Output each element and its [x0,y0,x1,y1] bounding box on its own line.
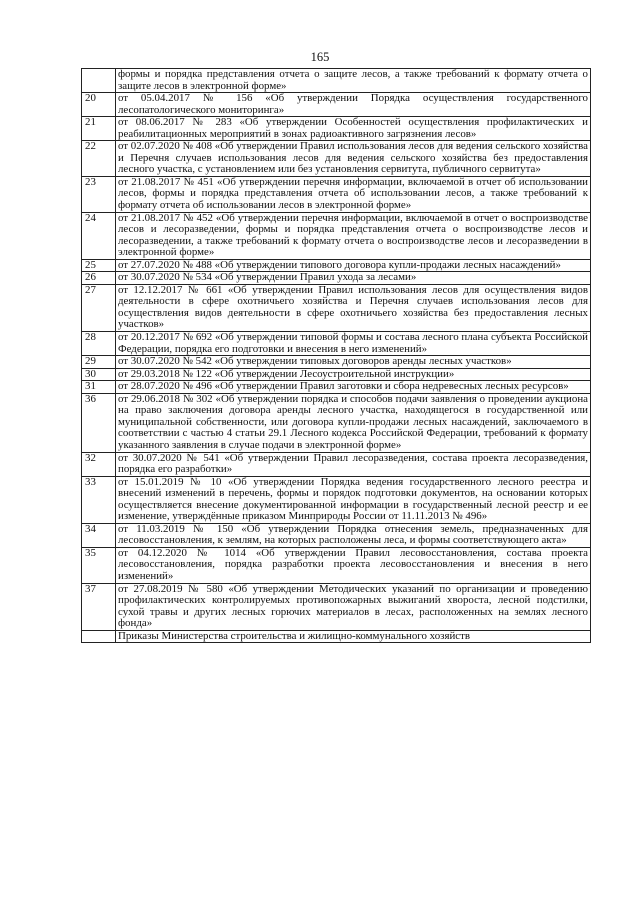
row-number: 31 [82,381,116,394]
row-text: от 29.03.2018 № 122 «Об утверждении Лесоустроительной инструкции» [116,368,591,381]
row-number: 22 [82,141,116,177]
row-number: 25 [82,259,116,272]
row-text: от 29.06.2018 № 302 «Об утверждении порядка и способов подачи заявления о проведении аукциона на право заключения договора аренды лесного участка, находящегося в государственной или муниципальной собственности, или договора купли-продажи лесных насаждений, заключаемого в соответствии с частью 4 статьи 29.1 Лесного кодекса Российской Федерации, требований к формату указанного заявления в случае подачи в электронной форме» [116,393,591,452]
row-number: 23 [82,176,116,212]
row-text: Приказы Министерства строительства и жилищно-коммунального хозяйств [116,630,591,643]
row-text: от 30.07.2020 № 541 «Об утверждении Правил лесоразведения, состава проекта лесоразведения, порядка его разработки» [116,452,591,476]
row-text: от 05.04.2017 № 156 «Об утверждении Порядка осуществления государственного лесопатологического мониторинга» [116,93,591,117]
table-row [82,176,591,212]
row-text: от 21.08.2017 № 452 «Об утверждении перечня информации, включаемой в отчет о воспроизводстве лесов и лесоразведении, формы и порядка представления отчета о воспроизводстве лесов и лесоразведении, а также требований к формату отчета о воспроизводстве лесов и лесоразведении в электронной форме» [116,212,591,259]
page-number: 165 [310,50,330,64]
table-row [82,117,591,141]
table-row [82,547,591,583]
table-row [82,523,591,547]
row-number: 24 [82,212,116,259]
row-number: 37 [82,583,116,630]
row-number: 33 [82,476,116,523]
row-text: от 15.01.2019 № 10 «Об утверждении Порядка ведения государственного лесного реестра и внесений изменений в перечень, формы и порядок подготовки документов, на основании которых осуществляется внесение документированной информации в государственный лесной реестр и ее изменение, утверждённые приказом Минприроды России от 11.11.2013 № 496» [116,476,591,523]
row-text: от 02.07.2020 № 408 «Об утверждении Правил использования лесов для ведения сельского хозяйства и Перечня случаев использования лесов для ведения сельского хозяйства без предоставления лесного участка, с установлением или без установления сервитута, публичного сервитута» [116,141,591,177]
table-row [82,212,591,259]
row-number [82,630,116,643]
row-text: от 30.07.2020 № 542 «Об утверждении типовых договоров аренды лесных участков» [116,356,591,369]
table-row [82,332,591,356]
row-number: 35 [82,547,116,583]
table-row [82,381,591,394]
row-number: 20 [82,93,116,117]
row-number: 30 [82,368,116,381]
table-row [82,630,591,643]
row-text: от 28.07.2020 № 496 «Об утверждении Правил заготовки и сбора недревесных лесных ресурсов» [116,381,591,394]
table-row [82,393,591,452]
row-number: 36 [82,393,116,452]
table-row [82,141,591,177]
table-row [82,93,591,117]
regulations-table [81,68,591,643]
row-number: 34 [82,523,116,547]
row-number: 28 [82,332,116,356]
row-text: от 08.06.2017 № 283 «Об утверждении Особенностей осуществления профилактических и реабилитационных мероприятий в зонах радиоактивного загрязнения лесов» [116,117,591,141]
row-text: от 30.07.2020 № 534 «Об утверждении Правил ухода за лесами» [116,272,591,285]
row-number: 32 [82,452,116,476]
table-row [82,476,591,523]
table-row [82,583,591,630]
row-number: 29 [82,356,116,369]
row-text: от 12.12.2017 № 661 «Об утверждении Правил использования лесов для осуществления видов деятельности в сфере охотничьего хозяйства и Перечня случаев использования лесов для осуществления видов деятельности в сфере охотничьего хозяйства без предоставления лесных участков» [116,284,591,331]
row-text: от 04.12.2020 № 1014 «Об утверждении Правил лесовосстановления, состава проекта лесовосстановления, порядка разработки проекта лесовосстановления и внесения в него изменений» [116,547,591,583]
row-text: формы и порядка представления отчета о защите лесов, а также требований к формату отчета о защите лесов в электронной форме» [116,69,591,93]
table-row [82,284,591,331]
row-number [82,69,116,93]
table-row [82,272,591,285]
row-number: 21 [82,117,116,141]
row-text: от 11.03.2019 № 150 «Об утверждении Порядка отнесения земель, предназначенных для лесовосстановления, к землям, на которых расположены леса, и формы соответствующего акта» [116,523,591,547]
row-number: 27 [82,284,116,331]
table-row [82,452,591,476]
table-row [82,356,591,369]
table-body [82,69,591,643]
row-text: от 21.08.2017 № 451 «Об утверждении перечня информации, включаемой в отчет об использовании лесов, формы и порядка представления отчета об использовании лесов, а также требований к формату отчета об использовании лесов в электронной форме» [116,176,591,212]
table-row [82,259,591,272]
row-number: 26 [82,272,116,285]
row-text: от 27.07.2020 № 488 «Об утверждении типового договора купли-продажи лесных насаждений» [116,259,591,272]
row-text: от 27.08.2019 № 580 «Об утверждении Методических указаний по организации и проведению профилактических контролируемых противопожарных выжиганий хвороста, лесной подстилки, сухой травы и других лесных горючих материалов в лесах, расположенных на землях лесного фонда» [116,583,591,630]
table-row [82,69,591,93]
table-row [82,368,591,381]
row-text: от 20.12.2017 № 692 «Об утверждении типовой формы и состава лесного плана субъекта Российской Федерации, порядка его подготовки и внесения в него изменений» [116,332,591,356]
